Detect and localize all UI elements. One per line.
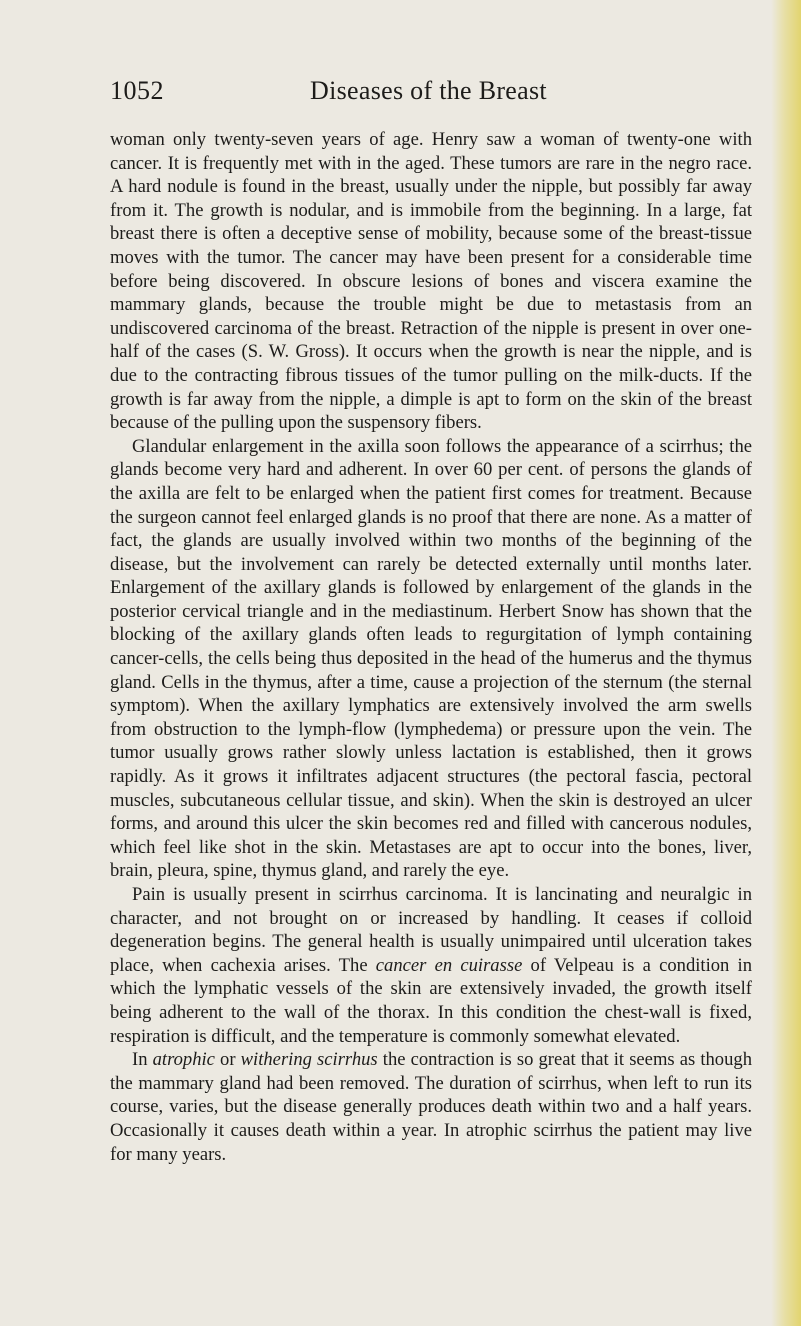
- paragraph-2-text: Glandular enlargement in the axilla soon follows the appearance of a scirrhus; the glands become very hard and adherent. In over 60 per cent. of persons the glands of the axilla are felt to be enlarged when the patient first comes for treatment. Because the surgeon cannot feel enlarged glands is no proof that there are none. As a matter of fact, the glands are usually involved within two months of the beginning of the disease, but the involvement can rarely be detected externally until months later. Enlargement of the axillary glands is followed by enlargement of the glands in the posterior cervical triangle and in the mediastinum. Herbert Snow has shown that the blocking of the axillary glands often leads to regurgitation of lymph containing cancer-cells, the cells being thus deposited in the head of the humerus and the thymus gland. Cells in the thymus, after a time, cause a projection of the sternum (the sternal symptom). When the axillary lymphatics are extensively involved the arm swells from obstruction to the lymph-flow (lymphedema) or pressure upon the vein. The tumor usually grows rather slowly unless lactation is established, then it grows rapidly. As it grows it infiltrates adjacent structures (the pectoral fascia, pectoral muscles, subcutaneous cellular tissue, and skin). When the skin is destroyed an ulcer forms, and around this ulcer the skin becomes red and filled with cancerous nodules, which feel like shot in the skin. Metastases are apt to occur into the bones, liver, brain, pleura, spine, thymus gland, and rarely the eye.: [110, 435, 752, 882]
- paragraph-3: [110, 883, 752, 1048]
- paragraph-4-text-3: the contraction is so great that it seems as though the mammary gland had been removed. The duration of scirrhus, when left to run its course, varies, but the disease generally produces death within two and a half years. Occasionally it causes death within a year. In atrophic scirrhus the patient may live for many years.: [110, 1049, 752, 1165]
- paragraph-3-text-1: Pain is usually present in scirrhus carcinoma. It is lancinating and neuralgic in character, and not brought on or increased by handling. It ceases if colloid degeneration begins. The general health is usually unimpaired until ulceration takes place, when cachexia arises. The: [110, 884, 752, 976]
- paragraph-2: [110, 435, 752, 883]
- paragraph-4-italic-term-1: atrophic: [152, 1049, 215, 1071]
- page-edge: [771, 0, 801, 1326]
- paragraph-4-italic-term-2: withering scirrhus: [240, 1049, 378, 1071]
- paragraph-4-text-2: or: [214, 1049, 241, 1071]
- paragraph-4-text-1: In: [132, 1049, 153, 1071]
- body-text: [110, 128, 752, 1166]
- page-number: 1052: [110, 76, 164, 105]
- page-header: [110, 76, 750, 112]
- paragraph-3-italic-term: cancer en cuirasse: [375, 954, 523, 976]
- paragraph-4: [110, 1048, 752, 1166]
- running-title: Diseases of the Breast: [310, 76, 547, 105]
- paragraph-1: [110, 128, 752, 435]
- paragraph-3-text-2: of Velpeau is a condition in which the lymphatic vessels of the skin are extensively invaded, the growth itself being adherent to the wall of the thorax. In this condition the chest-wall is fixed, respiration is difficult, and the temperature is commonly somewhat elevated.: [110, 954, 753, 1047]
- paragraph-1-text: woman only twenty-seven years of age. Henry saw a woman of twenty-one with cancer. It is frequently met with in the aged. These tumors are rare in the negro race. A hard nodule is found in the breast, usually under the nipple, but possibly far away from it. The growth is nodular, and is immobile from the beginning. In a large, fat breast there is often a deceptive sense of mobility, because some of the breast-tissue moves with the tumor. The cancer may have been present for a considerable time before being discovered. In obscure lesions of bones and viscera examine the mammary glands, because the trouble might be due to metastasis from an undiscovered carcinoma of the breast. Retraction of the nipple is present in over one-half of the cases (S. W. Gross). It occurs when the growth is near the nipple, and is due to the contracting fibrous tissues of the tumor pulling on the milk-ducts. If the growth is far away from the nipple, a dimple is apt to form on the skin of the breast because of the pulling upon the suspensory fibers.: [110, 129, 752, 434]
